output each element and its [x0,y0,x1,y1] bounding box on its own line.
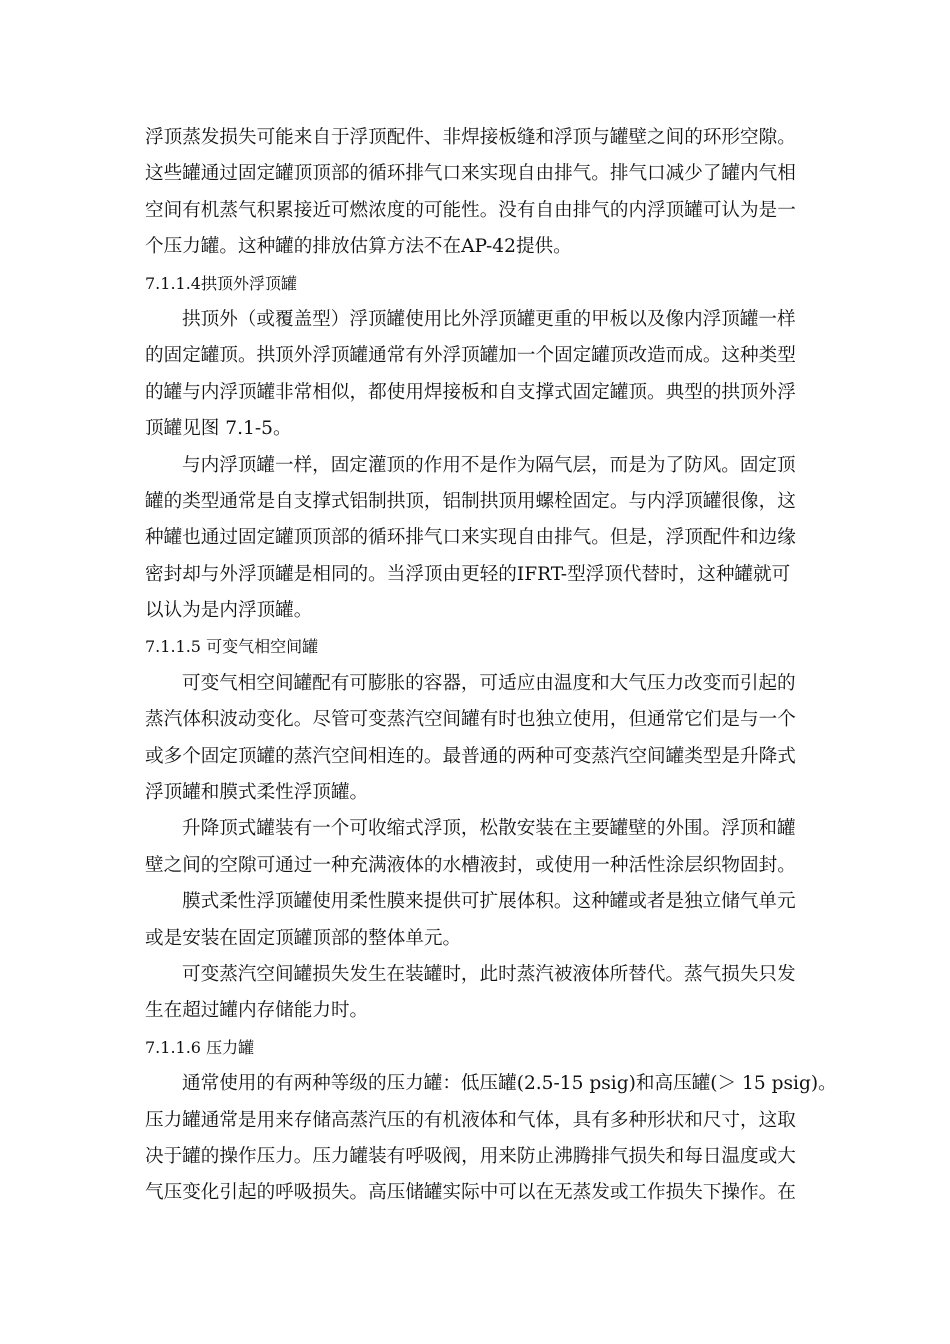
text-line: 气压变化引起的呼吸损失。高压储罐实际中可以在无蒸发或工作损失下操作。在 [145,1182,796,1204]
text-line: 空间有机蒸气积累接近可燃浓度的可能性。没有自由排气的内浮顶罐可认为是一 [145,199,796,221]
text-line: 可变蒸汽空间罐损失发生在装罐时，此时蒸汽被液体所替代。蒸气损失只发 [182,963,796,985]
text-line: 或多个固定顶罐的蒸汽空间相连的。最普通的两种可变蒸汽空间罐类型是升降式 [145,745,796,767]
section-heading: 7.1.1.4拱顶外浮顶罐 [145,273,297,293]
text-line: 浮顶蒸发损失可能来自于浮顶配件、非焊接板缝和浮顶与罐壁之间的环形空隙。 [145,127,796,148]
text-line: 以认为是内浮顶罐。 [145,600,313,622]
text-line: 的罐与内浮顶罐非常相似，都使用焊接板和自支撑式固定罐顶。典型的拱顶外浮 [145,381,796,403]
text-line: 或是安装在固定顶罐顶部的整体单元。 [145,927,462,949]
section-heading: 7.1.1.6 压力罐 [145,1037,255,1057]
text-line: 的固定罐顶。拱顶外浮顶罐通常有外浮顶罐加一个固定罐顶改造而成。这种类型 [145,345,796,367]
text-line: 壁之间的空隙可通过一种充满液体的水槽液封，或使用一种活性涂层织物固封。 [145,854,796,876]
text-line: 膜式柔性浮顶罐使用柔性膜来提供可扩展体积。这种罐或者是独立储气单元 [182,891,796,913]
text-line: 通常使用的有两种等级的压力罐：低压罐(2.5-15 psig)和高压罐(＞ 15 psig)。 [182,1073,837,1095]
text-line: 升降顶式罐装有一个可收缩式浮顶，松散安装在主要罐壁的外围。浮顶和罐 [182,818,796,840]
text-line: 种罐也通过固定罐顶顶部的循环排气口来实现自由排气。但是，浮顶配件和边缘 [145,527,796,549]
text-line: 蒸汽体积波动变化。尽管可变蒸汽空间罐有时也独立使用，但通常它们是与一个 [145,709,796,731]
text-line: 密封却与外浮顶罐是相同的。当浮顶由更轻的IFRT-型浮顶代替时，这种罐就可 [145,563,791,585]
text-line: 与内浮顶罐一样，固定灌顶的作用不是作为隔气层，而是为了防风。固定顶 [182,454,796,476]
text-line: 顶罐见图 7.1-5。 [145,418,292,440]
text-line: 罐的类型通常是自支撑式铝制拱顶，铝制拱顶用螺栓固定。与内浮顶罐很像，这 [145,490,796,512]
text-line: 压力罐通常是用来存储高蒸汽压的有机液体和气体，具有多种形状和尺寸，这取 [145,1109,796,1131]
text-line: 生在超过罐内存储能力时。 [145,1000,369,1022]
text-line: 浮顶罐和膜式柔性浮顶罐。 [145,782,369,804]
text-line: 个压力罐。这种罐的排放估算方法不在AP-42提供。 [145,236,572,258]
text-line: 拱顶外（或覆盖型）浮顶罐使用比外浮顶罐更重的甲板以及像内浮顶罐一样 [182,308,796,330]
text-line: 这些罐通过固定罐顶顶部的循环排气口来实现自由排气。排气口减少了罐内气相 [145,163,796,185]
document-body [145,120,837,1212]
text-line: 可变气相空间罐配有可膨胀的容器，可适应由温度和大气压力改变而引起的 [182,672,796,694]
text-line: 决于罐的操作压力。压力罐装有呼吸阀，用来防止沸腾排气损失和每日温度或大 [145,1145,796,1167]
section-heading: 7.1.1.5 可变气相空间罐 [145,637,319,657]
